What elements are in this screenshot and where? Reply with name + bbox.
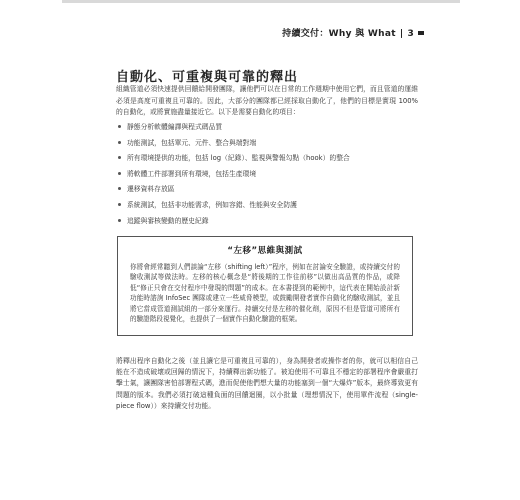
bullet-icon [118,156,121,159]
section-title: 自動化、可重複與可靠的釋出 [116,70,299,85]
running-header [282,26,414,39]
bullet-icon [118,219,121,222]
list-item-text: 功能測試，包括單元、元件、整合與端對端 [127,138,257,147]
page-number: 3 [407,29,414,39]
automation-list [116,123,420,232]
list-item [116,170,420,186]
bullet-icon [118,172,121,175]
list-item-text: 所有環境提供的功能，包括 log（紀錄）、監視與警報勾點（hook）的整合 [127,154,350,163]
list-item-text: 系統測試，包括非功能需求，例如容錯、性能與安全防護 [127,200,297,209]
list-item-text: 靜態分析軟體編譯與程式碼品質 [127,123,223,131]
list-item-text: 遷移資料存放區 [127,185,175,194]
top-rule [62,0,460,3]
list-item [116,185,420,201]
list-item [116,154,420,170]
list-item [116,201,420,217]
bullet-icon [118,141,121,144]
running-header-title: 持續交付：Why 與 What [282,29,396,39]
sidebar-title: “左移”思維與測試 [227,246,303,256]
list-item-text: 追蹤與審核變動的歷史紀錄 [127,216,209,225]
intro-paragraph: 組織管道必須快速提供回饋給開發團隊，讓他們可以在日常的工作週期中使用它們，而且管道的運維必須是高度可重複且可靠的。因此，大部分的團隊都已經採取自動化了，他們的目標是實現 100% 的自動化，或將實施盡量接近它。以下是需要自動化的項目： [116,85,418,116]
sidebar-body: 你將會經常聽到人們談論“左移（shifting left）”程序，例如在討論安全驗證，或持續交付的驗收測試等做法時。左移的核心概念是“將後期的工作往前移”以做出高品質的作品，或降低“修正只會在交付程序中發現的問題”的成本。在本書提到的範例中，這代表在開始設計新功能時諮詢 InfoSec 團隊或建立一些威脅模型，或鼓勵開發者實作自動化的驗收測試，並且將它當成管道測試組的一部分來運行。持續交付是左移的催化劑，原因不但是管道可將所有的驗證階段視覺化，也提供了一個實作自動化驗證的框架。 [130,263,400,324]
list-item [116,139,420,155]
list-item [116,217,420,233]
sidebar-box [117,236,413,336]
list-item [116,123,420,139]
bullet-icon [118,187,121,190]
bullet-icon [118,125,121,128]
bullet-icon [118,203,121,206]
page-marker [418,31,424,35]
header-separator: | [399,29,404,39]
list-item-text: 將軟體工件部署到所有環境，包括生產環境 [127,169,257,178]
closing-paragraph: 將釋出程序自動化之後（並且讓它是可重複且可靠的），身為開發者或操作者的你，就可以相信自己能在不造成破壞或回歸的情況下，持續釋出新功能了。被迫使用不可靠且不穩定的部署程序會嚴重打擊士氣，讓團隊害怕部署程式碼，進而促使他們想大量的功能塞到一個“大爆炸”版本，最終導致更有問題的版本。我們必須打破這種負面的回饋迴圈，以小批量（理想情況下，使用單件流程（single-piece flow））來持續交付功能。 [116,357,418,410]
